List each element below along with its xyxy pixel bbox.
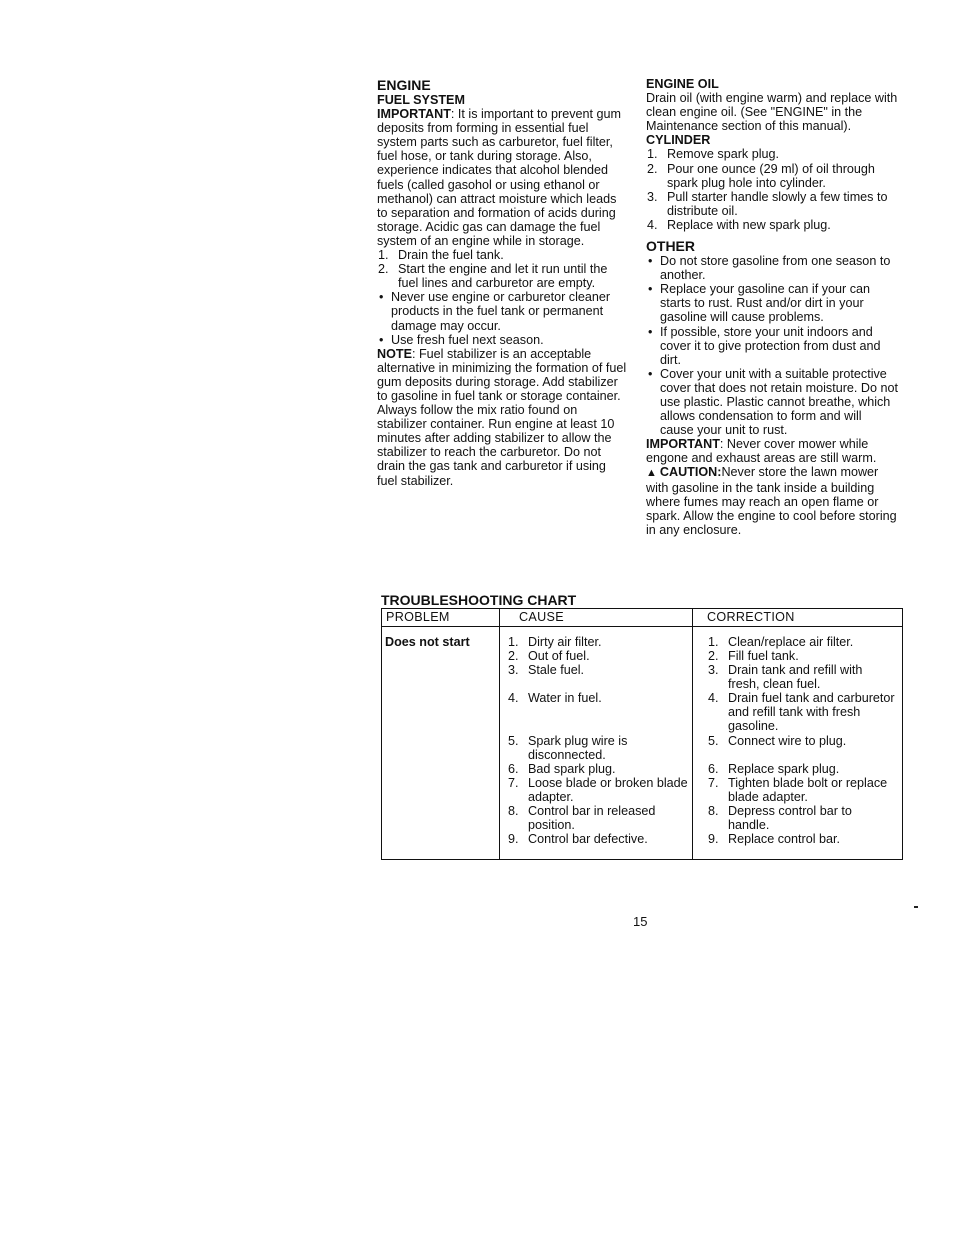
cylinder-heading: CYLINDER xyxy=(646,133,711,148)
caution-label: CAUTION: xyxy=(659,465,722,480)
engine-heading: ENGINE xyxy=(377,77,431,93)
cause-text: Stale fuel. xyxy=(528,663,585,677)
list-item xyxy=(646,147,898,161)
list-item xyxy=(377,248,629,262)
important-text: : It is important to prevent gum deposits from forming in essential fuel system parts such as carburetor, fuel filter, fuel hose, or tank during storage. Also, experience indicates that alcohol blended fuels (called gasohol or using ethanol or methanol) can attract moisture which leads to separation and formation of acids during storage. Acidic gas can damage the fuel system of an engine while in storage. xyxy=(377,107,622,248)
correction-text: Drain tank and refill with fresh, clean fuel. xyxy=(728,663,863,692)
header-problem: PROBLEM xyxy=(386,610,450,624)
warning-triangle-icon: ▲ xyxy=(646,467,657,480)
step-text: Replace with new spark plug. xyxy=(667,217,831,232)
row-number: 5. xyxy=(708,734,719,748)
step-number: 3. xyxy=(647,189,658,204)
header-divider xyxy=(382,626,902,627)
row-number: 9. xyxy=(708,832,719,846)
bullet-text: Use fresh fuel next season. xyxy=(391,332,544,347)
list-item xyxy=(646,367,898,437)
correction-column xyxy=(708,635,896,859)
header-cause: CAUSE xyxy=(519,610,564,624)
fuel-system-steps xyxy=(377,248,629,290)
cause-text: Control bar defective. xyxy=(528,832,648,846)
bullet-mark: • xyxy=(379,332,384,347)
list-item xyxy=(646,218,898,232)
correction-text: Clean/replace air filter. xyxy=(728,635,854,649)
fuel-system-heading: FUEL SYSTEM xyxy=(377,93,465,107)
other-heading: OTHER xyxy=(646,238,695,255)
important-label: IMPORTANT xyxy=(377,107,451,122)
list-item xyxy=(646,282,898,324)
cause-text: Spark plug wire is disconnected. xyxy=(528,734,628,763)
row-number: 7. xyxy=(708,776,719,790)
row-number: 8. xyxy=(708,804,719,818)
caution-text: Never store the lawn mower with gasoline in the tank inside a building where fumes may reach an open flame or spark. Allow the engine to cool before storing in any enclosure. xyxy=(646,465,897,537)
header-correction: CORRECTION xyxy=(707,610,795,624)
row-number: 7. xyxy=(508,776,519,790)
cause-text: Bad spark plug. xyxy=(528,762,616,776)
correction-text: Replace spark plug. xyxy=(728,762,840,776)
list-item xyxy=(646,162,898,190)
correction-text: Connect wire to plug. xyxy=(728,734,847,748)
important-text: : Never cover mower while engone and exhaust areas are still warm. xyxy=(646,437,877,466)
page-number: 15 xyxy=(633,914,648,929)
row-number: 4. xyxy=(708,691,719,705)
problem-cell: Does not start xyxy=(385,635,470,649)
bullet-mark: • xyxy=(648,324,653,339)
caution-note xyxy=(646,465,898,536)
engine-oil-text: Drain oil (with engine warm) and replace with clean engine oil. (See "ENGINE" in the Maintenance section of this manual). xyxy=(646,91,898,134)
row-number: 3. xyxy=(508,663,519,677)
bullet-text: Never use engine or carburetor cleaner products in the fuel tank or permanent damage may occur. xyxy=(391,290,611,333)
column-divider xyxy=(499,609,500,859)
correction-text: Fill fuel tank. xyxy=(728,649,799,663)
column-divider xyxy=(692,609,693,859)
edge-mark xyxy=(914,906,918,908)
bullet-mark: • xyxy=(648,366,653,381)
cause-text: Loose blade or broken blade adapter. xyxy=(528,776,688,805)
list-item xyxy=(377,333,629,347)
bullet-text: Replace your gasoline can if your can starts to rust. Rust and/or dirt in your gasoline will cause problems. xyxy=(660,282,871,325)
troubleshooting-title: TROUBLESHOOTING CHART xyxy=(381,592,577,608)
step-text: Remove spark plug. xyxy=(667,147,779,162)
engine-oil-heading: ENGINE OIL xyxy=(646,77,719,91)
fuel-system-bullets xyxy=(377,290,629,346)
step-text: Drain the fuel tank. xyxy=(398,248,504,263)
correction-text: Drain fuel tank and carburetor and refill tank with fresh gasoline. xyxy=(728,691,895,734)
right-column xyxy=(646,77,898,537)
note-label: NOTE xyxy=(377,346,412,361)
other-bullets xyxy=(646,254,898,437)
row-number: 3. xyxy=(708,663,719,677)
cause-text: Dirty air filter. xyxy=(528,635,602,649)
bullet-text: Cover your unit with a suitable protective cover that does not retain moisture. Do not use plastic. Plastic cannot breathe, which allows condensation to form and will cause your unit to rust. xyxy=(660,366,899,438)
row-number: 4. xyxy=(508,691,519,705)
bullet-mark: • xyxy=(648,282,653,297)
list-item xyxy=(377,262,629,290)
step-number: 4. xyxy=(647,217,658,232)
step-number: 2. xyxy=(647,161,658,176)
list-item xyxy=(646,190,898,218)
note-text: : Fuel stabilizer is an acceptable alternative in minimizing the formation of fuel gum deposits during storage. Add stabilizer to gasoline in fuel tank or storage container. Always follow the mix ratio found on stabilizer container. Run engine at least 10 minutes after adding stabilizer to allow the stabilizer to reach the carburetor. Do not drain the gas tank and carburetor if using fuel stabilizer. xyxy=(377,346,627,488)
row-number: 1. xyxy=(508,635,519,649)
row-number: 8. xyxy=(508,804,519,818)
list-item xyxy=(646,254,898,282)
cause-text: Water in fuel. xyxy=(528,691,602,705)
step-number: 1. xyxy=(647,147,658,162)
step-text: Pour one ounce (29 ml) of oil through spark plug hole into cylinder. xyxy=(667,161,875,190)
step-text: Start the engine and let it run until the fuel lines and carburetor are empty. xyxy=(398,262,608,291)
row-number: 2. xyxy=(508,649,519,663)
step-number: 1. xyxy=(378,248,389,263)
row-number: 1. xyxy=(708,635,719,649)
fuel-stabilizer-note xyxy=(377,347,629,488)
troubleshooting-table xyxy=(381,608,903,860)
row-number: 9. xyxy=(508,832,519,846)
fuel-system-intro xyxy=(377,107,629,248)
important-label: IMPORTANT xyxy=(646,437,720,452)
cause-text: Control bar in released position. xyxy=(528,804,656,833)
correction-text: Tighten blade bolt or replace blade adapter. xyxy=(728,776,888,805)
step-text: Pull starter handle slowly a few times to distribute oil. xyxy=(667,189,888,218)
important-cover-note xyxy=(646,437,898,465)
list-item xyxy=(646,325,898,367)
row-number: 6. xyxy=(708,762,719,776)
cause-text: Out of fuel. xyxy=(528,649,590,663)
row-number: 2. xyxy=(708,649,719,663)
row-number: 6. xyxy=(508,762,519,776)
bullet-mark: • xyxy=(648,254,653,269)
correction-text: Depress control bar to handle. xyxy=(728,804,852,833)
bullet-text: If possible, store your unit indoors and cover it to give protection from dust and dirt. xyxy=(660,324,881,367)
cylinder-steps xyxy=(646,147,898,232)
step-number: 2. xyxy=(378,262,389,277)
row-number: 5. xyxy=(508,734,519,748)
cause-column xyxy=(508,635,688,859)
left-column xyxy=(377,77,629,488)
list-item xyxy=(377,290,629,332)
bullet-mark: • xyxy=(379,290,384,305)
correction-text: Replace control bar. xyxy=(728,832,841,846)
bullet-text: Do not store gasoline from one season to another. xyxy=(660,254,891,283)
